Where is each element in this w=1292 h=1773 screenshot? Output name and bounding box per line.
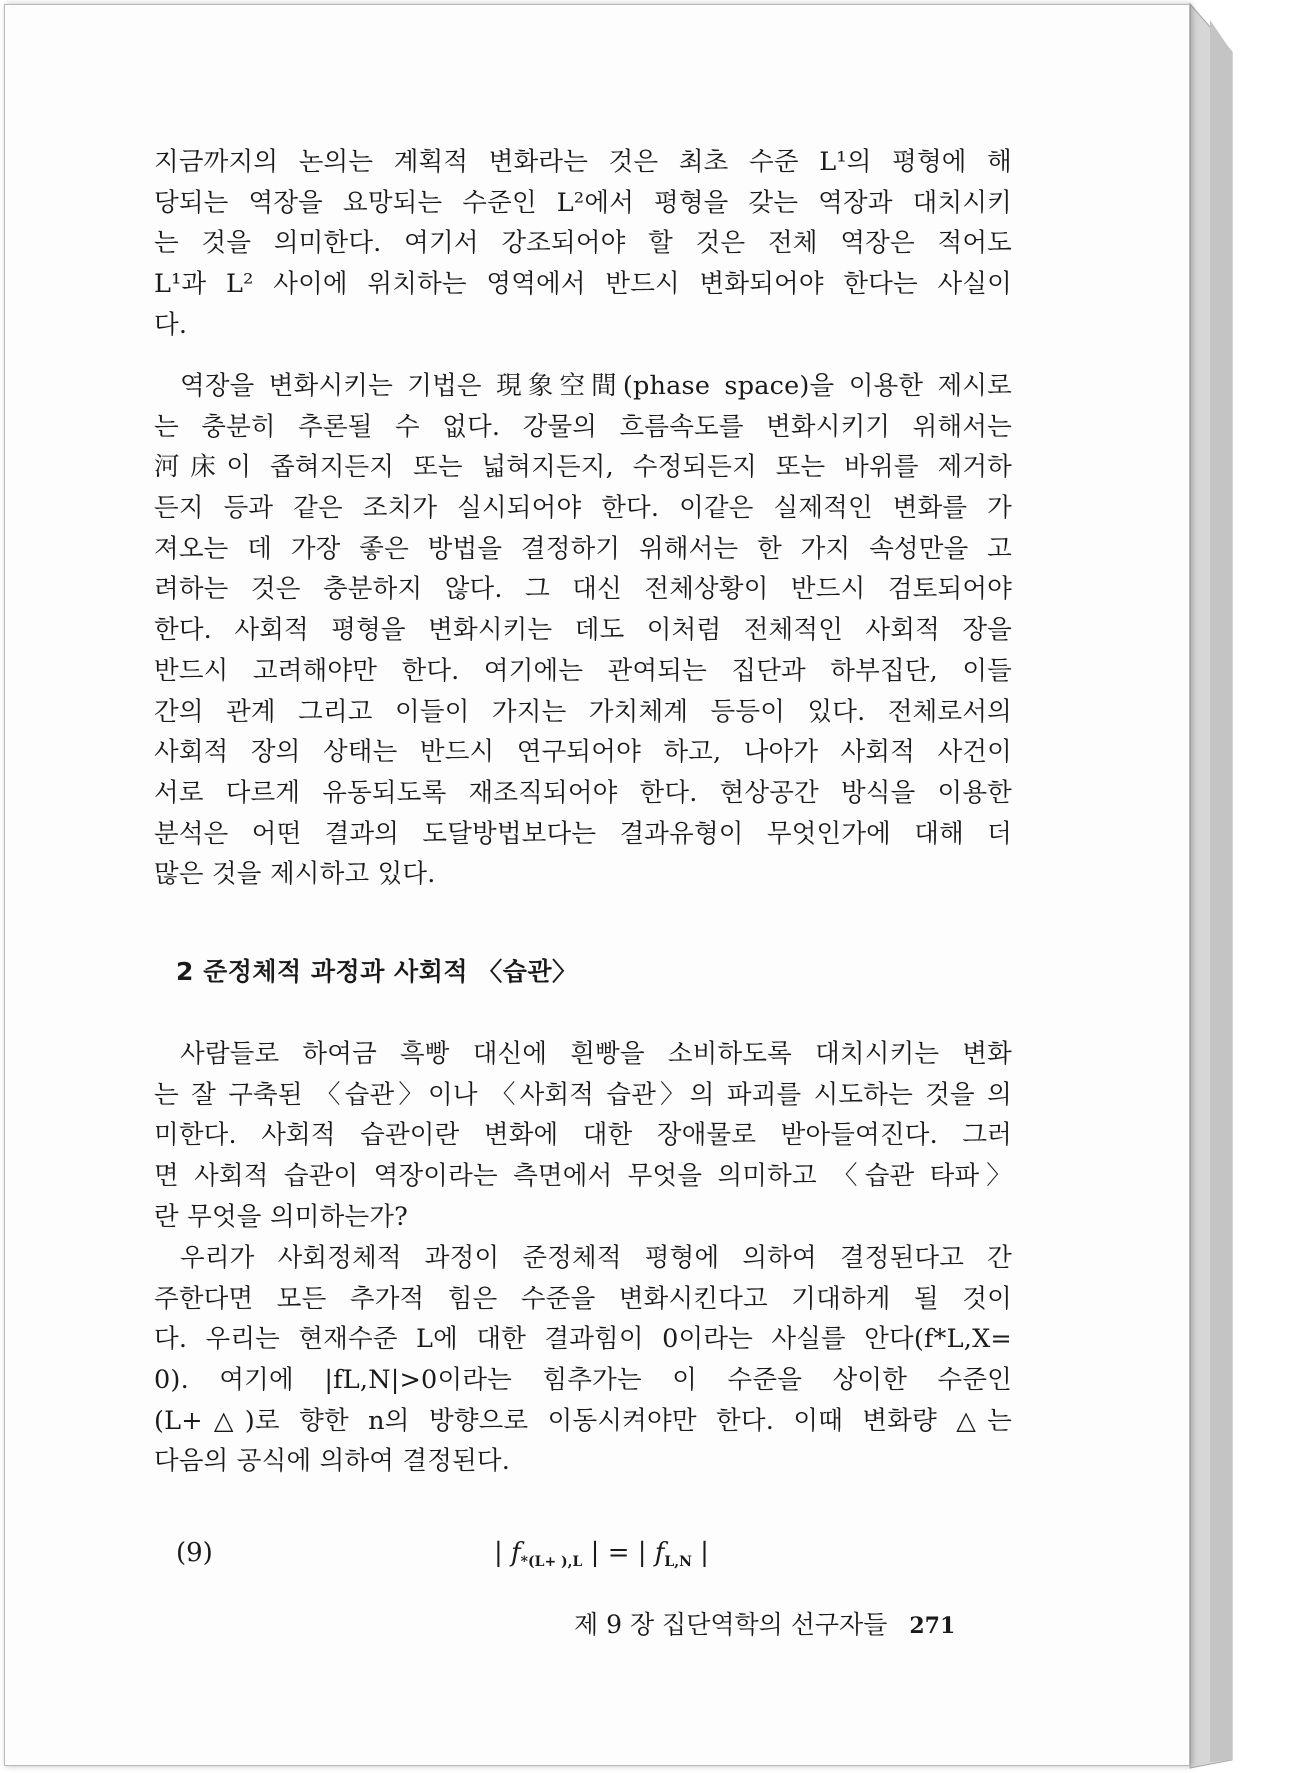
paragraph-social-habits	[154, 1034, 1012, 1237]
equation-left-subscript: *(L+ ),L	[520, 1554, 583, 1570]
equation-body	[494, 1538, 709, 1570]
text-line: 다음의 공식에 의하여 결정된다.	[154, 1446, 511, 1477]
text-line: 든지 등과 같은 조치가 실시되어야 한다. 이같은 실제적인 변화를 가	[154, 493, 1012, 524]
text-line: 다. 우리는 현재수준 L에 대한 결과힘이 0이라는 사실를 안다(f*L,X=	[154, 1324, 1012, 1355]
text-line: 당되는 역장을 요망되는 수준인 L²에서 평형을 갖는 역장과 대치시키	[154, 187, 1012, 218]
text-line: 란 무엇을 의미하는가?	[154, 1201, 408, 1232]
page-footer	[574, 1605, 955, 1641]
text-line: 주한다면 모든 추가적 힘은 수준을 변화시킨다고 기대하게 될 것이	[154, 1283, 1012, 1314]
text-line: 분석은 어떤 결과의 도달방법보다는 결과유형이 무엇인가에 대해 더	[154, 818, 1012, 849]
text-line: 한다. 사회적 평형을 변화시키는 데도 이처럼 전체적인 사회적 장을	[154, 615, 1012, 646]
text-line: 우리가 사회정체적 과정이 준정체적 평형에 의하여 결정된다고 간	[180, 1243, 1012, 1273]
equation-middle: | = | f	[582, 1538, 665, 1568]
text-line: 미한다. 사회적 습관이란 변화에 대한 장애물로 받아들여진다. 그러	[154, 1120, 1012, 1151]
text-line: 져오는 데 가장 좋은 방법을 결정하기 위해서는 한 가지 속성만을 고	[154, 533, 1012, 564]
chapter-title: 제 9 장 집단역학의 선구자들	[574, 1610, 888, 1639]
formula-9	[176, 1538, 1012, 1578]
text-line: 사회적 장의 상태는 반드시 연구되어야 하고, 나아가 사회적 사건이	[154, 737, 1012, 768]
text-line: 河床이 좁혀지든지 또는 넓혀지든지, 수정되든지 또는 바위를 제거하	[154, 452, 1012, 483]
equation-left-open: | f	[494, 1538, 521, 1568]
text-line: 면 사회적 습관이 역장이라는 측면에서 무엇을 의미하고 〈습관 타파〉	[154, 1161, 1012, 1192]
paragraph-quasi-stationary	[154, 1238, 1012, 1482]
equation-right-close: |	[691, 1538, 709, 1568]
text-line: 많은 것을 제시하고 있다.	[154, 859, 436, 890]
text-line: 서로 다르게 유동되도록 재조직되어야 한다. 현상공간 방식을 이용한	[154, 777, 1012, 808]
text-line: 반드시 고려해야만 한다. 여기에는 관여되는 집단과 하부집단, 이들	[154, 655, 1012, 686]
text-line: 다.	[154, 309, 188, 340]
text-line: L¹과 L² 사이에 위치하는 영역에서 반드시 변화되어야 한다는 사실이	[154, 269, 1012, 300]
section-heading: 2 준정체적 과정과 사회적 〈습관〉	[176, 957, 578, 986]
text-line: (L+△)로 향한 n의 방향으로 이동시켜야만 한다. 이때 변화량 △는	[154, 1405, 1012, 1436]
text-line: 는 것을 의미한다. 여기서 강조되어야 할 것은 전체 역장은 적어도	[154, 228, 1012, 259]
text-line: 려하는 것은 충분하지 않다. 그 대신 전체상황이 반드시 검토되어야	[154, 574, 1012, 605]
text-line: 사람들로 하여금 흑빵 대신에 흰빵을 소비하도록 대치시키는 변화	[180, 1039, 1012, 1069]
paragraph-planned-change	[154, 142, 1012, 345]
text-line: 지금까지의 논의는 계획적 변화라는 것은 최초 수준 L¹의 평형에 해	[154, 147, 1012, 177]
text-line: 는 충분히 추론될 수 없다. 강물의 흐름속도를 변화시키기 위해서는	[154, 411, 1012, 442]
text-line: 간의 관계 그리고 이들이 가지는 가치체계 등등이 있다. 전체로서의	[154, 696, 1012, 727]
equation-number: (9)	[176, 1538, 213, 1568]
text-line: 역장을 변화시키는 기법은 現象空間(phase space)을 이용한 제시로	[180, 371, 1012, 401]
paragraph-changing-force-field	[154, 366, 1012, 895]
page-number: 271	[909, 1613, 956, 1639]
text-line: 는 잘 구축된 〈습관〉이나 〈사회적 습관〉의 파괴를 시도하는 것을 의	[154, 1079, 1012, 1110]
text-line: 0). 여기에 |fL,N|>0이라는 힘추가는 이 수준을 상이한 수준인	[154, 1365, 1012, 1396]
equation-right-subscript: L,N	[664, 1554, 692, 1570]
